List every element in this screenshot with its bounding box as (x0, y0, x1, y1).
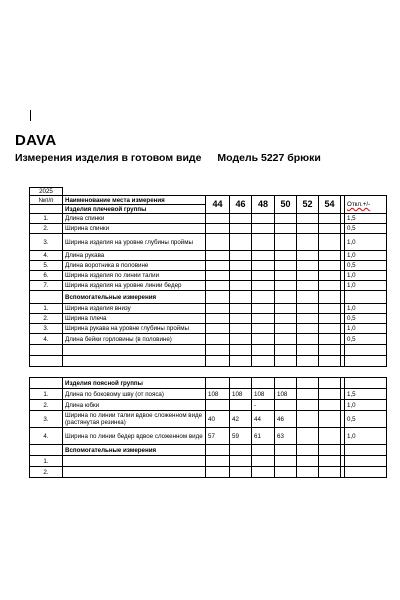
table-row: 1. Ширина изделия внизу 1,0 (30, 304, 387, 314)
section-waist-row (30, 378, 387, 389)
size-header-48: 48 (252, 196, 275, 214)
text-cursor (30, 110, 31, 121)
header-row-year (30, 188, 387, 196)
table-row: 5. Длина воротника в половине 0,5 (30, 261, 387, 271)
section-waist: Изделия поясной группы (63, 378, 206, 389)
table-row: 3. Ширина рукава на уровне глубины проймы 1,0 (30, 324, 387, 334)
brand-title: DAVA (15, 132, 57, 149)
section-shoulder: Изделия плечевой группы (63, 205, 206, 214)
header-row (30, 196, 387, 205)
spacer-row (30, 367, 387, 378)
size-header-44: 44 (206, 196, 230, 214)
table-row-empty (30, 345, 387, 356)
table-row: 6. Ширина изделия по линии талии 1,0 (30, 271, 387, 281)
table-row: 2. Ширина спинки 0,5 (30, 224, 387, 234)
name-header: Наименование места измерения (63, 196, 206, 205)
section-aux1-row (30, 291, 387, 304)
size-header-50: 50 (275, 196, 297, 214)
section-aux1: Вспомогательные измерения (63, 291, 206, 304)
size-header-54: 54 (319, 196, 341, 214)
table-row: 1. Длина спинки 1,5 (30, 214, 387, 224)
size-header-52: 52 (297, 196, 319, 214)
table-row: 2. Ширина плеча 0,5 (30, 314, 387, 324)
section-aux2: Вспомогательные измерения (63, 445, 206, 456)
table-row: 4. Длина бейки горловины (в половине) 0,5 (30, 334, 387, 345)
subtitle-text: Измерения изделия в готовом виде (15, 152, 202, 164)
tolerance-header: Откл.+/- (345, 196, 387, 214)
table-row: 3. Ширина по линии талии вдвое сложенном виде (растянутая резинка) 40 42 44 46 0,5 (30, 411, 387, 428)
year-cell: 2025 (30, 188, 63, 196)
document-subtitle (15, 152, 321, 164)
table-row: 3. Ширина изделия на уровне глубины проймы 1,0 (30, 234, 387, 251)
table-row: 1. Длина по боковому шву (от пояса) 108 108 108 108 1,5 (30, 389, 387, 400)
measurement-table (29, 187, 387, 478)
table-row: 4. Длина рукава 1,0 (30, 251, 387, 261)
table-row: 4. Ширина по линии бедер вдвое сложенном виде 57 59 61 63 1,0 (30, 428, 387, 445)
table-row: 2. Длина юбки - 1,0 (30, 400, 387, 411)
table-row: 7. Ширина изделия на уровне линии бедер 1,0 (30, 281, 387, 291)
table-row: 2. (30, 467, 387, 478)
num-header: №п/п (30, 196, 63, 205)
section-aux2-row (30, 445, 387, 456)
table-row: 1. (30, 456, 387, 467)
size-header-46: 46 (230, 196, 252, 214)
table-row-empty (30, 356, 387, 367)
model-text: Модель 5227 брюки (217, 152, 321, 164)
